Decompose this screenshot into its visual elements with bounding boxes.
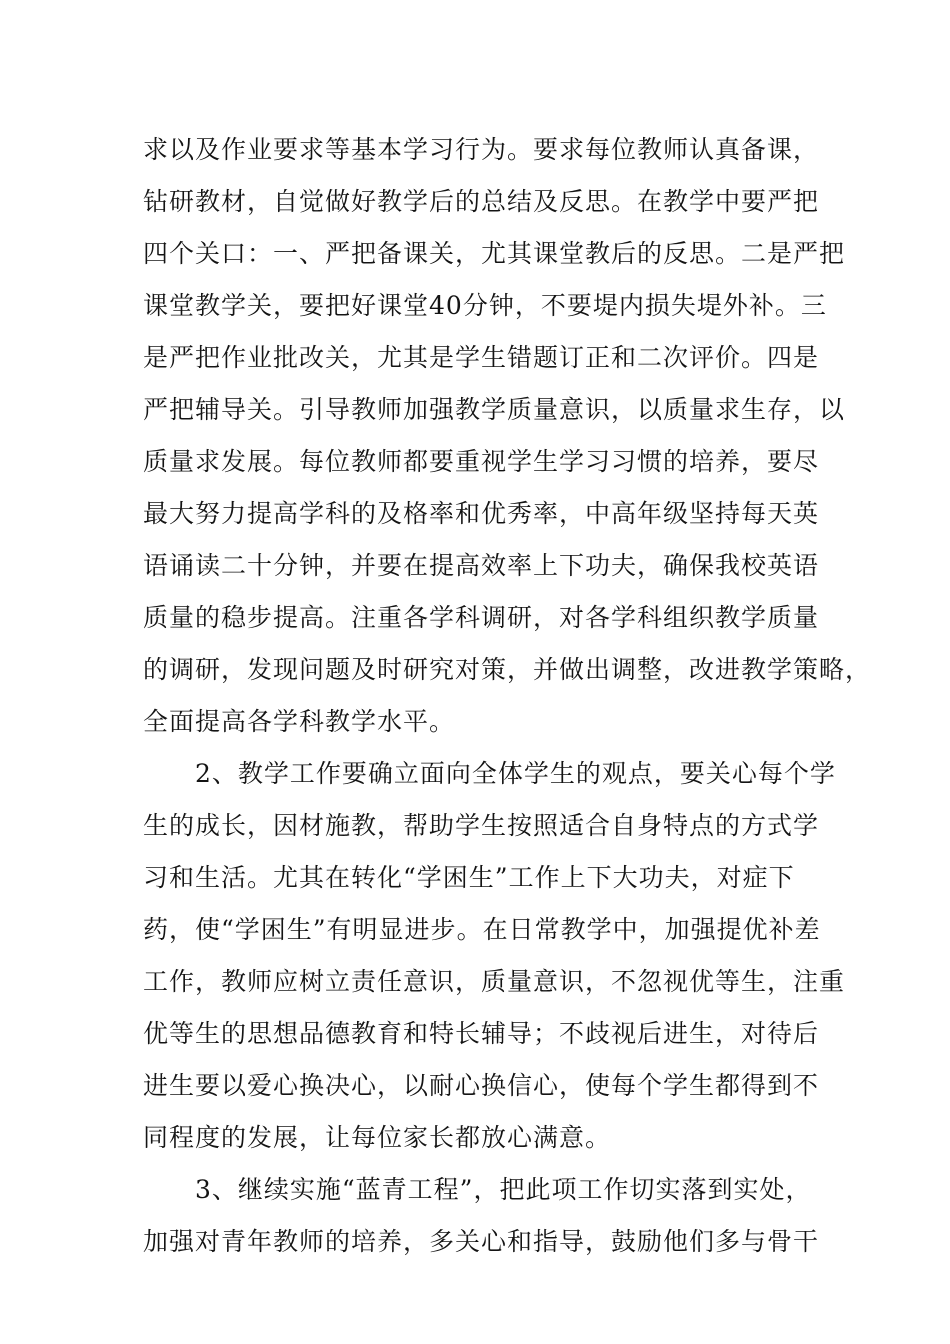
- text-line: 严把辅导关。引导教师加强教学质量意识，以质量求生存，以: [143, 395, 846, 424]
- text-line: 全面提高各学科教学水平。: [143, 707, 456, 736]
- text-line: 质量求发展。每位教师都要重视学生学习习惯的培养，要尽: [143, 447, 820, 476]
- text-line: 加强对青年教师的培养，多关心和指导，鼓励他们多与骨干: [143, 1227, 820, 1256]
- text-line: 进生要以爱心换决心，以耐心换信心，使每个学生都得到不: [143, 1071, 820, 1100]
- text-line: 钻研教材，自觉做好教学后的总结及反思。在教学中要严把: [143, 187, 820, 216]
- text-line: 质量的稳步提高。注重各学科调研，对各学科组织教学质量: [143, 603, 820, 632]
- text-line: 工作，教师应树立责任意识，质量意识，不忽视优等生，注重: [143, 967, 846, 996]
- text-line: 优等生的思想品德教育和特长辅导；不歧视后进生，对待后: [143, 1019, 820, 1048]
- text-line: 最大努力提高学科的及格率和优秀率，中高年级坚持每天英: [143, 499, 820, 528]
- text-line: 生的成长，因材施教，帮助学生按照适合自身特点的方式学: [143, 811, 820, 840]
- text-line: 2、教学工作要确立面向全体学生的观点，要关心每个学: [195, 759, 836, 788]
- text-line: 课堂教学关，要把好课堂40分钟，不要堤内损失堤外补。三: [143, 291, 827, 320]
- text-line: 3、继续实施“蓝青工程”，把此项工作切实落到实处，: [195, 1175, 812, 1204]
- text-line: 四个关口：一、严把备课关，尤其课堂教后的反思。二是严把: [143, 239, 846, 268]
- text-line: 语诵读二十分钟，并要在提高效率上下功夫，确保我校英语: [143, 551, 820, 580]
- text-line: 同程度的发展，让每位家长都放心满意。: [143, 1123, 612, 1152]
- text-line: 药，使“学困生”有明显进步。在日常教学中，加强提优补差: [143, 915, 821, 944]
- text-line: 的调研，发现问题及时研究对策，并做出调整，改进教学策略，: [143, 655, 872, 684]
- text-line: 求以及作业要求等基本学习行为。要求每位教师认真备课，: [143, 135, 820, 164]
- text-line: 是严把作业批改关，尤其是学生错题订正和二次评价。四是: [143, 343, 820, 372]
- text-line: 习和生活。尤其在转化“学困生”工作上下大功夫，对症下: [143, 863, 795, 892]
